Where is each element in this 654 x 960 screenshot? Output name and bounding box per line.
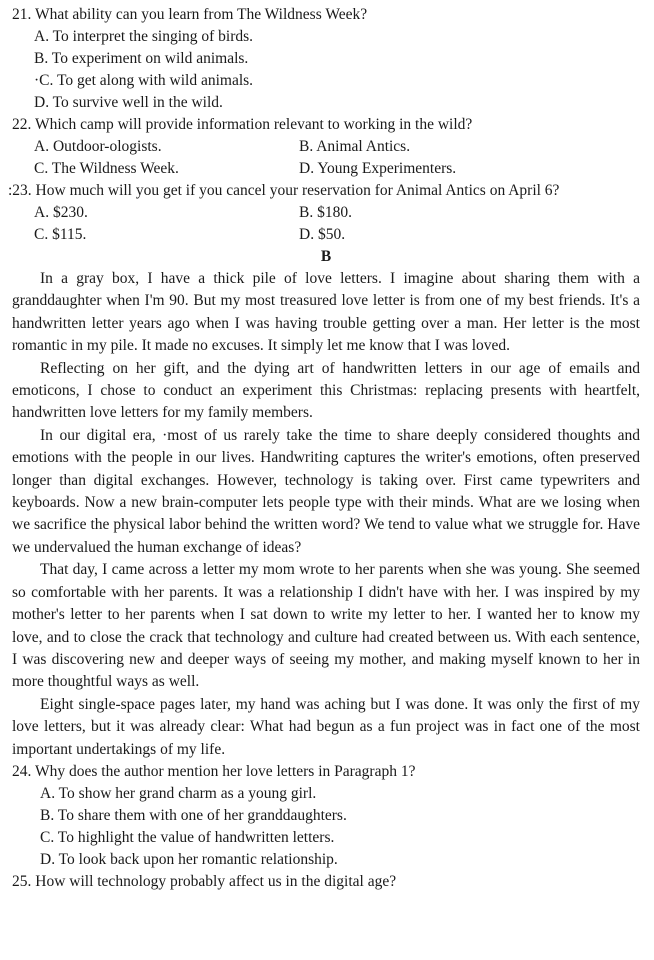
passage-paragraph: In a gray box, I have a thick pile of love letters. I imagine about sharing them with a granddaughter when I'm 90. But my most treasured love letter is from one of my best friends. It's a handwritten letter years ago when I was having trouble getting over a man. Her letter is the most romantic in my pile. It made no excuses. It simply let me know that I was loved.	[12, 270, 640, 355]
option-d: D. Young Experimenters.	[299, 160, 457, 177]
option-c: C. To highlight the value of handwritten letters.	[40, 828, 335, 846]
option-row	[12, 136, 640, 158]
option-b: B. To share them with one of her granddaughters.	[40, 806, 347, 824]
option-row	[12, 224, 640, 246]
option-b: B. To experiment on wild animals.	[34, 50, 249, 67]
section-heading: B	[320, 248, 332, 265]
option-a: A. Outdoor-ologists.	[34, 138, 162, 155]
question-stem: 25. How will technology probably affect us in the digital age?	[12, 872, 397, 890]
passage-paragraph: In our digital era, ·most of us rarely take the time to share deeply considered thoughts and emotions with the people in our lives. Handwriting captures the writer's emotions, often preserved longer than digital exchanges. However, technology is taking over. First came typewriters and keyboards. Now a new brain-computer lets people type with their minds. What are we losing when we sacrifice the physical labor behind the written word? We tend to value what we struggle for. Have we undervalued the human exchange of ideas?	[12, 426, 640, 556]
option-b: B. Animal Antics.	[299, 138, 411, 155]
passage-paragraph: That day, I came across a letter my mom wrote to her parents when she was young. She seemed so comfortable with her parents. It was a relationship I didn't have with her. I was inspired by my mother's letter to her parents when I sat down to write my letter to her. I wanted her to know my love, and to close the crack that technology and culture had created between us. With each sentence, I was discovering new and deeper ways of seeing my mother, and making myself known to her in more thoughtful ways as well.	[12, 561, 640, 691]
passage-paragraph: Eight single-space pages later, my hand was aching but I was done. It was only the first of my love letters, but it was already clear: What had begun as a fun project was in fact one of the most important undertakings of my life.	[12, 695, 640, 758]
question-stem: 24. Why does the author mention her love letters in Paragraph 1?	[12, 762, 416, 780]
option-a: A. To show her grand charm as a young girl.	[40, 784, 317, 802]
option-c: ·C. To get along with wild animals.	[34, 72, 254, 89]
option-row	[12, 158, 640, 180]
question-stem: 22. Which camp will provide information relevant to working in the wild?	[12, 116, 473, 133]
question-21	[12, 4, 640, 114]
question-23	[8, 180, 640, 246]
option-c: C. The Wildness Week.	[34, 160, 179, 177]
option-d: D. $50.	[299, 226, 346, 243]
question-stem: :23. How much will you get if you cancel your reservation for Animal Antics on April 6?	[8, 182, 560, 199]
option-c: C. $115.	[34, 226, 87, 243]
option-b: B. $180.	[299, 204, 352, 221]
question-25	[12, 871, 640, 893]
option-a: A. To interpret the singing of birds.	[34, 28, 254, 45]
question-22	[12, 114, 640, 180]
option-d: D. To look back upon her romantic relationship.	[40, 850, 338, 868]
option-row	[12, 202, 640, 224]
passage-paragraph: Reflecting on her gift, and the dying art of handwritten letters in our age of emails and emoticons, I chose to conduct an experiment this Christmas: replacing presents with heartfelt, handwritten love letters for my family members.	[12, 359, 640, 422]
question-24	[12, 761, 640, 871]
option-a: A. $230.	[34, 204, 88, 221]
option-d: D. To survive well in the wild.	[34, 94, 223, 111]
reading-passage	[12, 268, 640, 761]
question-stem: 21. What ability can you learn from The Wildness Week?	[12, 6, 368, 23]
